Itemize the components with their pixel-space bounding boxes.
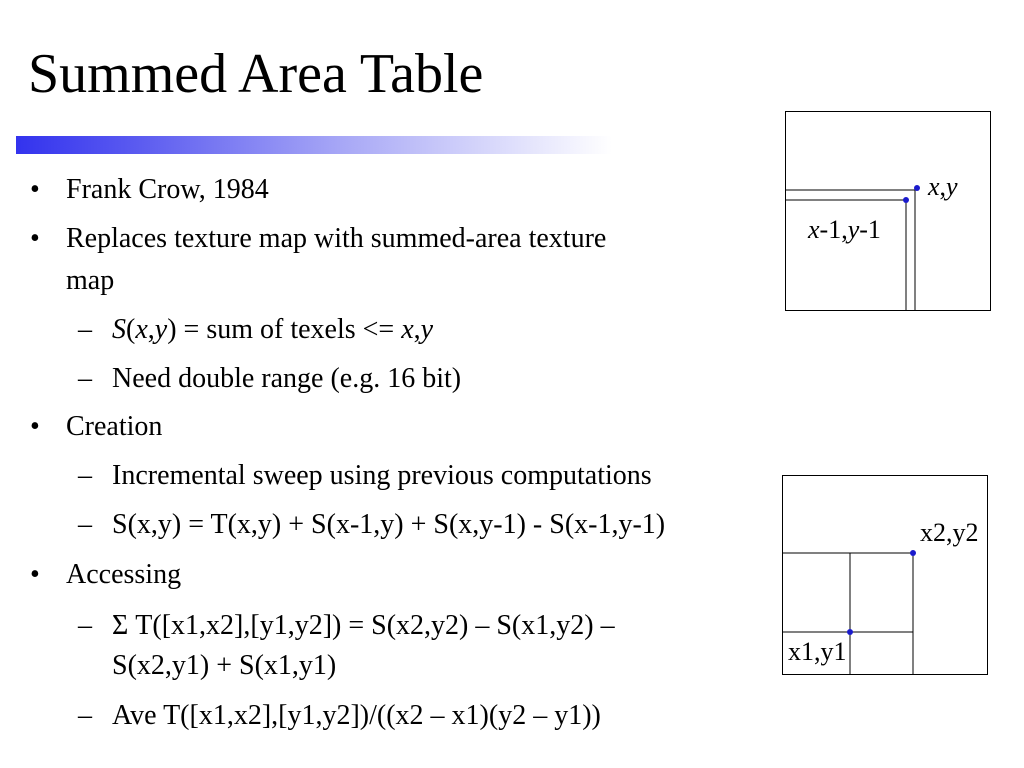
bullet-text-accessing: Accessing: [66, 559, 182, 590]
diagram2-point-x2y2: [910, 550, 916, 556]
diagram1-outer-square: [786, 112, 991, 311]
var-y: y: [154, 314, 168, 345]
sub-bullet-incremental-sweep: Incremental sweep using previous computations: [112, 460, 652, 491]
diagram1-point-prev: [903, 197, 909, 203]
diagram1-label-xy: x,y: [928, 172, 958, 201]
bullet-text-replaces-line1: Replaces texture map with summed-area texture: [66, 223, 607, 254]
diagram2-label-lower: x1,y1: [788, 637, 847, 666]
diagram1-label-prev: x-1,y-1: [808, 215, 881, 244]
diagram2-point-x1y1: [847, 629, 853, 635]
sub-bullet-average-formula: Ave T([x1,x2],[y1,y2])/((x2 – x1)(y2 – y1)): [112, 700, 601, 731]
dash-marker: –: [78, 700, 92, 731]
sum-text: = sum of texels <=: [176, 314, 402, 345]
dash-marker: –: [78, 314, 92, 345]
bullet-marker: •: [30, 559, 40, 590]
bullet-item: [30, 411, 40, 443]
title-underline-gradient: [16, 136, 612, 154]
bullet-item: [30, 223, 40, 255]
paren-close: ): [167, 314, 177, 345]
diagram1-point-xy: [914, 185, 920, 191]
slide-title: Summed Area Table: [28, 43, 484, 105]
diagram2-label-upper: x2,y2: [920, 518, 979, 547]
summed-area-diagram: [784, 110, 992, 312]
bullet-marker: •: [30, 411, 40, 442]
sub-bullet-access-formula-line2: S(x2,y1) + S(x1,y1): [112, 650, 337, 681]
dash-marker: –: [78, 509, 92, 540]
sub-bullet-sum-definition: [112, 314, 433, 346]
bullet-text-replaces-line2: map: [66, 265, 115, 296]
dash-marker: –: [78, 363, 92, 394]
bullet-text-frank-crow: Frank Crow, 1984: [66, 174, 269, 205]
var-x: x: [135, 314, 148, 345]
bullet-marker: •: [30, 223, 40, 254]
var-S: S: [112, 314, 126, 345]
bullet-item: [30, 559, 40, 591]
sub-bullet-access-formula-line1: Σ T([x1,x2],[y1,y2]) = S(x2,y2) – S(x1,y2) –: [112, 610, 615, 641]
comma: ,: [147, 314, 155, 345]
bullet-text-creation: Creation: [66, 411, 163, 442]
bullet-item: [30, 174, 40, 206]
paren-open: (: [126, 314, 136, 345]
sub-bullet-creation-formula: S(x,y) = T(x,y) + S(x-1,y) + S(x,y-1) - S(x-1,y-1): [112, 509, 666, 540]
comma2: ,: [413, 314, 421, 345]
var-x2: x: [401, 314, 414, 345]
var-y2: y: [420, 314, 434, 345]
sub-bullet-double-range: Need double range (e.g. 16 bit): [112, 363, 462, 394]
dash-marker: –: [78, 610, 92, 641]
dash-marker: –: [78, 460, 92, 491]
bullet-marker: •: [30, 174, 40, 205]
